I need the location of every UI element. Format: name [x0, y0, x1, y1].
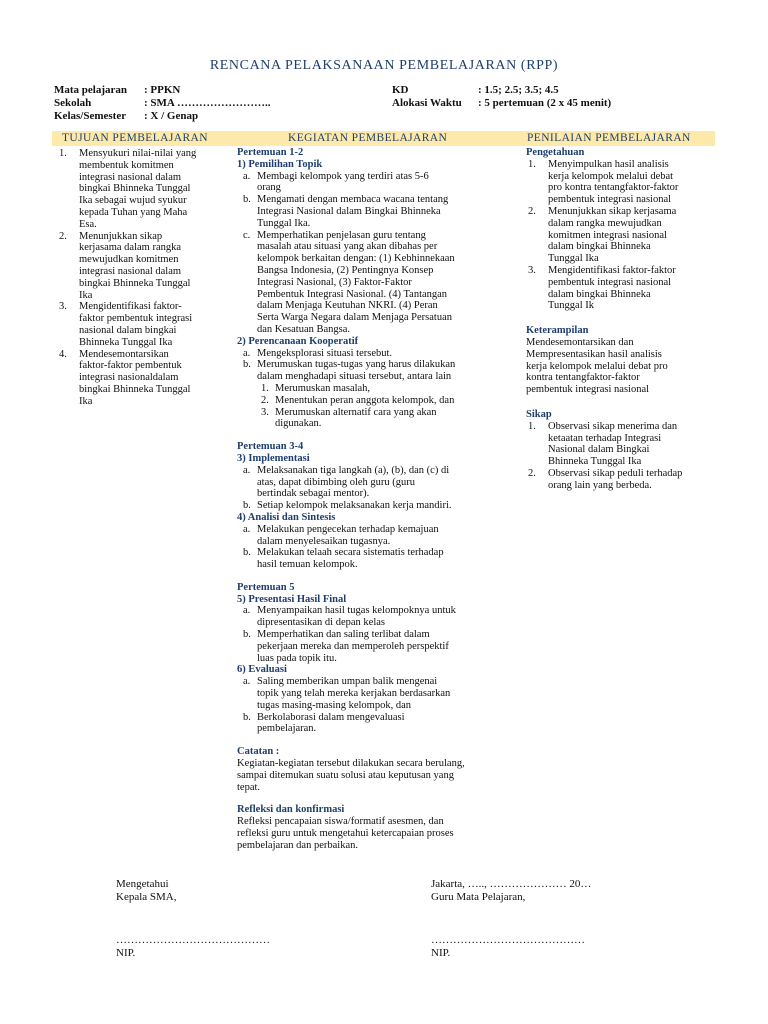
item-line: Mengidentifikasi faktor-faktor	[548, 264, 676, 276]
item-line: Bhinneka Tunggal Ika	[548, 456, 642, 468]
tujuan-list	[54, 148, 232, 408]
item-line: dalam bingkai Bhinneka	[548, 241, 651, 253]
item-line: Memperhatikan penjelasan guru tentang	[257, 229, 426, 241]
item-line: kepada Tuhan yang Maha	[79, 206, 188, 218]
item-line: Ika	[79, 289, 93, 301]
sikap-item	[526, 468, 716, 492]
signature-left	[116, 878, 270, 960]
kelas-label: Kelas/Semester	[54, 110, 127, 122]
item-marker: c.	[243, 229, 251, 241]
step-1-item	[237, 194, 519, 229]
item-line: bingkai Bhinneka Tunggal	[79, 183, 191, 195]
item-line: Integrasi Nasional dalam Bingkai Bhinneka	[257, 205, 441, 217]
item-line: dalam rangka mewujudkan	[548, 217, 662, 229]
item-number: 3.	[528, 264, 536, 276]
catatan-line: Kegiatan-kegiatan tersebut dilakukan secara berulang,	[237, 758, 465, 770]
item-line: Pembentuk Integrasi Nasional. (4) Tantangan	[257, 288, 448, 300]
step-6-heading: 6) Evaluasi	[237, 664, 287, 676]
item-line: ketaatan terhadap Integrasi	[548, 432, 662, 444]
alokasi-label: Alokasi Waktu	[392, 97, 462, 109]
sig-right-nip: NIP.	[431, 947, 451, 959]
signature-right	[431, 878, 591, 960]
item-line: dalam menghadapi situasi tersebut, antara lain	[257, 371, 452, 383]
step-3-item	[237, 500, 519, 512]
item-number: 2.	[59, 230, 67, 242]
item-line: luas pada topik itu.	[257, 652, 337, 664]
item-line: pro kontra tentangfaktor-faktor	[548, 182, 679, 194]
item-line: pembelajaran.	[257, 723, 317, 735]
item-line: dalam menyelesaikan tugasnya.	[257, 535, 391, 547]
item-line: Menunjukkan sikap kerjasama	[548, 205, 677, 217]
header-penilaian: PENILAIAN PEMBELAJARAN	[527, 132, 691, 144]
refleksi-heading: Refleksi dan konfirmasi	[237, 804, 345, 816]
step-4-item	[237, 524, 519, 548]
step-3-heading: 3) Implementasi	[237, 452, 310, 464]
step-4-item	[237, 547, 519, 571]
spacer	[526, 312, 716, 325]
sig-left-dots: ……………………………………	[116, 934, 270, 946]
tujuan-column	[54, 148, 232, 408]
item-line: mewujudkan komitmen	[79, 254, 179, 266]
mapel-value: : PPKN	[144, 84, 181, 96]
keterampilan-line: pembentuk integrasi nasional	[526, 384, 650, 396]
item-number: 1.	[59, 148, 67, 159]
item-marker: 3.	[261, 406, 269, 418]
tujuan-item	[54, 349, 232, 408]
sikap-item	[526, 421, 716, 468]
sig-right-dots: ……………………………………	[431, 934, 585, 946]
item-line: Melakukan telaah secara sistematis terhadap	[257, 547, 444, 559]
item-line: Ika sebagai wujud syukur	[79, 195, 187, 207]
item-line: Serta Warga Negara dalam Menjaga Persatuan	[257, 312, 452, 324]
item-line: Bangsa Indonesia, (2) Pentingnya Konsep	[257, 264, 434, 276]
item-marker: b.	[243, 547, 251, 559]
item-line: Saling memberikan umpan balik mengenai	[257, 676, 438, 688]
spacer	[237, 735, 519, 746]
item-line: Ika	[79, 395, 93, 407]
item-line: integrasi nasionaldalam	[79, 372, 179, 384]
item-marker: 2.	[261, 394, 269, 406]
step-4-heading: 4) Analisi dan Sintesis	[237, 511, 336, 523]
kd-label: KD	[392, 84, 409, 96]
pengetahuan-item	[526, 206, 716, 265]
item-line: Menunjukkan sikap	[79, 230, 163, 242]
keterampilan-line: Mendesemontarsikan dan	[526, 336, 634, 348]
item-marker: b.	[243, 194, 251, 206]
item-line: Esa.	[79, 218, 97, 230]
item-marker: a.	[243, 170, 251, 182]
item-line: Merumuskan masalah,	[275, 382, 371, 394]
item-line: Melakukan pengecekan terhadap kemajuan	[257, 523, 439, 535]
kd-value: : 1.5; 2.5; 3.5; 4.5	[478, 84, 559, 96]
item-marker: a.	[243, 347, 251, 359]
tujuan-item	[54, 301, 232, 348]
kelas-value: : X / Genap	[144, 110, 199, 122]
item-line: Merumuskan alternatif cara yang akan	[275, 406, 437, 418]
item-line: pekerjaan mereka dan memperoleh perspektif	[257, 640, 449, 652]
item-marker: b.	[243, 629, 251, 641]
item-marker: a.	[243, 523, 251, 535]
meta-left	[54, 84, 271, 123]
item-line: dan Kesatuan Bangsa.	[257, 323, 351, 335]
item-line: dipresentasikan di depan kelas	[257, 617, 385, 629]
item-line: Observasi sikap peduli terhadap	[548, 467, 683, 479]
step-2-subitem	[237, 395, 519, 407]
item-line: komitmen integrasi nasional	[548, 229, 667, 241]
step-5-item	[237, 629, 519, 664]
spacer	[237, 793, 519, 804]
refleksi-line: refleksi guru untuk mengetahui ketercapaian proses	[237, 828, 454, 840]
refleksi-line: pembelajaran dan perbaikan.	[237, 839, 358, 851]
step-1-item	[237, 230, 519, 336]
item-line: tugas masing-masing kelompok, dan	[257, 699, 411, 711]
page-title: RENCANA PELAKSANAAN PEMBELAJARAN (RPP)	[209, 58, 559, 73]
item-line: kelompok berkaitan dengan: (1) Kebhinnekaan	[257, 253, 455, 265]
item-line: Merumuskan tugas-tugas yang harus dilakukan	[257, 359, 456, 371]
tujuan-item	[54, 231, 232, 302]
keterampilan-heading: Keterampilan	[526, 325, 589, 337]
spacer	[526, 396, 716, 409]
item-line: orang lain yang berbeda.	[548, 479, 652, 491]
sig-left-nip: NIP.	[116, 947, 136, 959]
step-2-item	[237, 359, 519, 383]
sig-left-line2: Kepala SMA,	[116, 891, 177, 903]
pengetahuan-item	[526, 265, 716, 312]
refleksi-line: Refleksi pencapaian siswa/formatif asesmen, dan	[237, 816, 444, 828]
item-line: Integrasi Nasional, (3) Faktor-Faktor	[257, 276, 412, 288]
item-line: kerjasama dalam rangka	[79, 242, 182, 254]
item-line: Mengidentifikasi faktor-	[79, 301, 182, 313]
item-line: Menentukan peran anggota kelompok, dan	[275, 394, 455, 406]
item-line: pembentuk integrasi nasional	[548, 194, 672, 206]
item-marker: 1.	[261, 382, 269, 394]
header-tujuan: TUJUAN PEMBELAJARAN	[62, 132, 208, 144]
item-number: 2.	[528, 467, 536, 479]
step-6-item	[237, 712, 519, 736]
kegiatan-column	[237, 147, 519, 852]
catatan-line: tepat.	[237, 781, 261, 793]
item-marker: b.	[243, 359, 251, 371]
sig-right-line2: Guru Mata Pelajaran,	[431, 891, 526, 903]
item-line: faktor-faktor pembentuk	[79, 360, 182, 372]
item-number: 1.	[528, 420, 536, 432]
item-marker: a.	[243, 464, 251, 476]
item-line: Bhinneka Tunggal Ika	[79, 336, 173, 348]
item-line: digunakan.	[275, 418, 322, 430]
item-line: Menyampaikan hasil tugas kelompoknya untuk	[257, 605, 456, 617]
item-line: dalam bingkai Bhinneka	[548, 288, 651, 300]
item-marker: b.	[243, 500, 251, 512]
pengetahuan-item	[526, 159, 716, 206]
item-line: orang	[257, 182, 281, 194]
item-number: 3.	[59, 301, 67, 313]
step-5-item	[237, 605, 519, 629]
item-marker: a.	[243, 676, 251, 688]
step-5-heading: 5) Presentasi Hasil Final	[237, 593, 347, 605]
item-line: integrasi nasional dalam	[79, 171, 182, 183]
item-line: pembentuk integrasi nasional	[548, 276, 672, 288]
catatan-line: sampai ditemukan suatu solusi atau keputusan yang	[237, 769, 454, 781]
step-1-item	[237, 171, 519, 195]
item-line: Menyimpulkan hasil analisis	[548, 158, 669, 170]
header-kegiatan: KEGIATAN PEMBELAJARAN	[288, 132, 448, 144]
item-number: 4.	[59, 348, 67, 360]
item-line: Setiap kelompok melaksanakan kerja mandiri.	[257, 500, 452, 512]
pengetahuan-heading: Pengetahuan	[526, 147, 585, 158]
keterampilan-line: Mempresentasikan hasil analisis	[526, 348, 662, 360]
item-line: kerja kelompok melalui debat	[548, 170, 674, 182]
item-marker: b.	[243, 711, 251, 723]
step-2-item	[237, 348, 519, 360]
item-line: Tunggal Ik	[548, 300, 594, 312]
mapel-label: Mata pelajaran	[54, 84, 128, 96]
item-line: Observasi sikap menerima dan	[548, 420, 678, 432]
item-line: atas, dapat dibimbing oleh guru (guru	[257, 476, 416, 488]
step-2-subitem	[237, 383, 519, 395]
item-line: Memperhatikan dan saling terlibat dalam	[257, 629, 430, 641]
item-line: faktor pembentuk integrasi	[79, 313, 193, 325]
item-line: Mengamati dengan membaca wacana tentang	[257, 194, 449, 206]
item-line: integrasi nasional dalam	[79, 265, 182, 277]
item-line: Membagi kelompok yang terdiri atas 5-6	[257, 170, 429, 182]
sig-left-line1: Mengetahui	[116, 878, 169, 890]
step-2-subitem	[237, 407, 519, 431]
catatan-heading: Catatan :	[237, 746, 280, 758]
item-line: membentuk komitmen	[79, 159, 174, 171]
item-line: bingkai Bhinneka Tunggal	[79, 383, 191, 395]
alokasi-value: : 5 pertemuan (2 x 45 menit)	[478, 97, 612, 109]
item-number: 1.	[528, 158, 536, 170]
step-1-heading: 1) Pemilihan Topik	[237, 158, 323, 170]
item-line: Mengeksplorasi situasi tersebut.	[257, 347, 393, 359]
item-line: Tunggal Ika.	[257, 217, 311, 229]
item-line: Nasional dalam Bingkai	[548, 444, 650, 456]
item-line: Melaksanakan tiga langkah (a), (b), dan (c) di	[257, 464, 450, 476]
sekolah-value: : SMA ……………………..	[144, 97, 271, 109]
item-line: bertindak sebagai mentor).	[257, 488, 370, 500]
meeting-3-4-heading: Pertemuan 3-4	[237, 441, 304, 453]
meeting-5-heading: Pertemuan 5	[237, 581, 295, 593]
step-2-heading: 2) Perencanaan Kooperatif	[237, 335, 359, 347]
spacer	[237, 430, 519, 441]
item-marker: a.	[243, 605, 251, 617]
step-6-item	[237, 676, 519, 711]
item-line: masalah atau situasi yang akan dibahas per	[257, 241, 438, 253]
item-line: Tunggal Ika	[548, 253, 599, 265]
keterampilan-line: kontra tentangfaktor-faktor	[526, 372, 640, 384]
item-line: bingkai Bhinneka Tunggal	[79, 277, 191, 289]
keterampilan-line: kerja kelompok melalui debat pro	[526, 360, 668, 372]
sekolah-label: Sekolah	[54, 97, 92, 109]
sig-right-line1: Jakarta, ….., ………………… 20…	[431, 878, 592, 890]
item-line: topik yang telah mereka kerjakan berdasarkan	[257, 688, 451, 700]
spacer	[237, 571, 519, 582]
item-line: dalam Menjaga Keutuhan NKRI. (4) Peran	[257, 300, 438, 312]
meeting-1-2-heading: Pertemuan 1-2	[237, 147, 304, 158]
tujuan-item	[54, 148, 232, 231]
penilaian-column	[526, 147, 716, 492]
item-number: 2.	[528, 205, 536, 217]
table-header	[52, 131, 715, 146]
item-line: Berkolaborasi dalam mengevaluasi	[257, 711, 405, 723]
item-line: Mendesemontarsikan	[79, 348, 169, 360]
step-3-item	[237, 465, 519, 500]
meta-right	[392, 84, 611, 110]
item-line: hasil temuan kelompok.	[257, 559, 358, 571]
item-line: nasional dalam bingkai	[79, 324, 177, 336]
item-line: Mensyukuri nilai-nilai yang	[79, 148, 197, 159]
sikap-heading: Sikap	[526, 408, 552, 420]
